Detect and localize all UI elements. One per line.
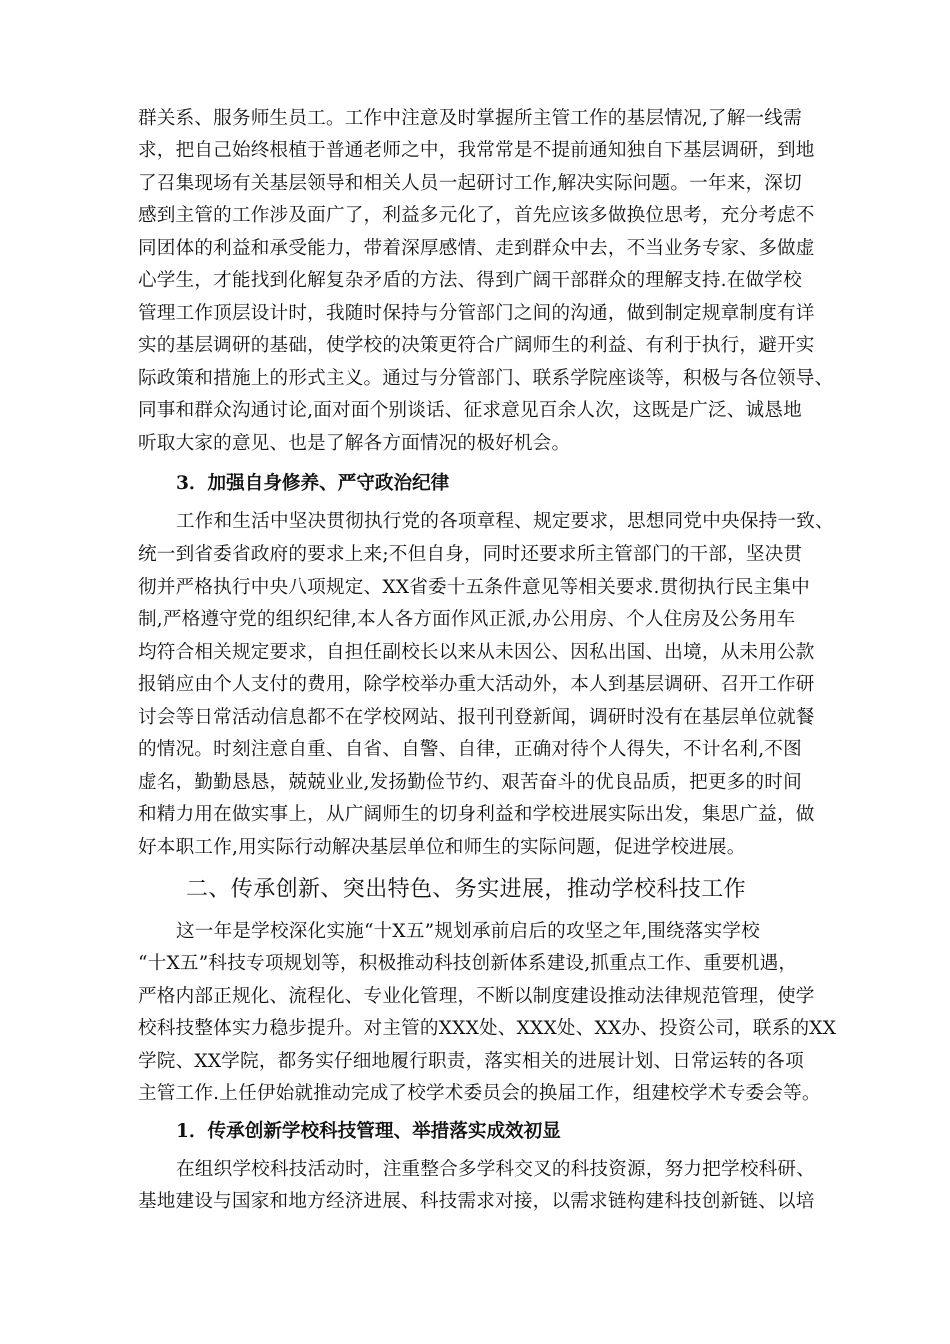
paragraph-1-line: 同团体的利益和承受能力，带着深厚感情、走到群众中去，不当业务专家、多做虚 (138, 238, 815, 259)
paragraph-2-line: 彻并严格执行中央八项规定、XX省委十五条件意见等相关要求.贯彻执行民主集中 (138, 577, 810, 598)
paragraph-2-line: 统一到省委省政府的要求上来;不但自身，同时还要求所主管部门的干部，坚决贯 (138, 544, 803, 565)
paragraph-3-line: 校科技整体实力稳步提升。对主管的XXX处、XXX处、XX办、投资公司，联系的XX (138, 1018, 837, 1039)
section-heading-2: 二、传承创新、突出特色、务实进展，推动学校科技工作 (186, 877, 747, 902)
paragraph-2-line: 报销应由个人支付的费用，除学校举办重大活动外，本人到基层调研、召开工作研 (138, 674, 815, 695)
paragraph-3-line: 这一年是学校深化实施“十X五”规划承前启后的攻坚之年,围绕落实学校 (176, 921, 760, 942)
paragraph-2-line: 的情况。时刻注意自重、自省、自警、自律，正确对待个人得失，不计名利,不图 (138, 739, 802, 760)
paragraph-3-line: 主管工作.上任伊始就推动完成了校学术委员会的换届工作，组建校学术专委会等。 (138, 1083, 821, 1104)
paragraph-3-line: “十X五”科技专项规划等，积极推动科技创新体系建设,抓重点工作、重要机遇， (138, 953, 798, 974)
paragraph-1-line: 群关系、服务师生员工。工作中注意及时掌握所主管工作的基层情况,了解一线需 (138, 108, 802, 129)
paragraph-1-line: 实的基层调研的基础，使学校的决策更符合广阔师生的利益、有利于执行，避开实 (138, 335, 815, 356)
paragraph-2-line: 均符合相关规定要求，自担任副校长以来从未因公、因私出国、出境，从未用公款 (138, 642, 815, 663)
paragraph-3-line: 严格内部正规化、流程化、专业化管理，不断以制度建设推动法律规范管理，使学 (138, 986, 815, 1007)
paragraph-1-line: 了召集现场有关基层领导和相关人员一起研讨工作,解决实际问题。一年来，深切 (138, 173, 802, 194)
paragraph-2-line: 工作和生活中坚决贯彻执行党的各项章程、规定要求，思想同党中央保持一致、 (176, 511, 834, 532)
paragraph-3-line: 学院、XX学院，都务实仔细地履行职责，落实相关的进展计划、日常运转的各项 (138, 1051, 804, 1072)
paragraph-2-line: 讨会等日常活动信息都不在学校网站、报刊刊登新闻，调研时没有在基层单位就餐 (138, 707, 815, 728)
subsection-heading-3: 3．加强自身修养、严守政治纪律 (176, 473, 450, 494)
paragraph-2-line: 制,严格遵守党的组织纪律,本人各方面作风正派,办公用房、个人住房及公务用车 (138, 609, 796, 630)
paragraph-1-line: 心学生，才能找到化解复杂矛盾的方法、得到广阔干部群众的理解支持.在做学校 (138, 270, 802, 291)
paragraph-4-line: 在组织学校科技活动时，注重整合多学科交叉的科技资源，努力把学校科研、 (176, 1159, 815, 1180)
paragraph-1-line: 感到主管的工作涉及面广了，利益多元化了，首先应该多做换位思考，充分考虑不 (138, 205, 815, 226)
paragraph-4-line: 基地建设与国家和地方经济进展、科技需求对接，以需求链构建科技创新链、以培 (138, 1191, 815, 1212)
subsection-heading-1: 1．传承创新学校科技管理、举措落实成效初显 (176, 1121, 561, 1142)
paragraph-1-line: 同事和群众沟通讨论,面对面个别谈话、征求意见百余人次，这既是广泛、诚恳地 (138, 400, 802, 421)
paragraph-2-line: 虚名，勤勤恳恳，兢兢业业,发扬勤俭节约、艰苦奋斗的优良品质，把更多的时间 (138, 772, 802, 793)
paragraph-2-line: 和精力用在做实事上，从广阔师生的切身利益和学校进展实际出发，集思广益，做 (138, 804, 815, 825)
paragraph-1-line: 管理工作顶层设计时，我随时保持与分管部门之间的沟通，做到制定规章制度有详 (138, 303, 815, 324)
paragraph-1-line: 求，把自己始终根植于普通老师之中，我常常是不提前通知独自下基层调研，到地 (138, 140, 815, 161)
paragraph-1-line: 听取大家的意见、也是了解各方面情况的极好机会。 (138, 433, 571, 454)
paragraph-2-line: 好本职工作,用实际行动解决基层单位和师生的实际问题，促进学校进展。 (138, 837, 746, 858)
paragraph-1-line: 际政策和措施上的形式主义。通过与分管部门、联系学院座谈等，积极与各位领导、 (138, 368, 834, 389)
